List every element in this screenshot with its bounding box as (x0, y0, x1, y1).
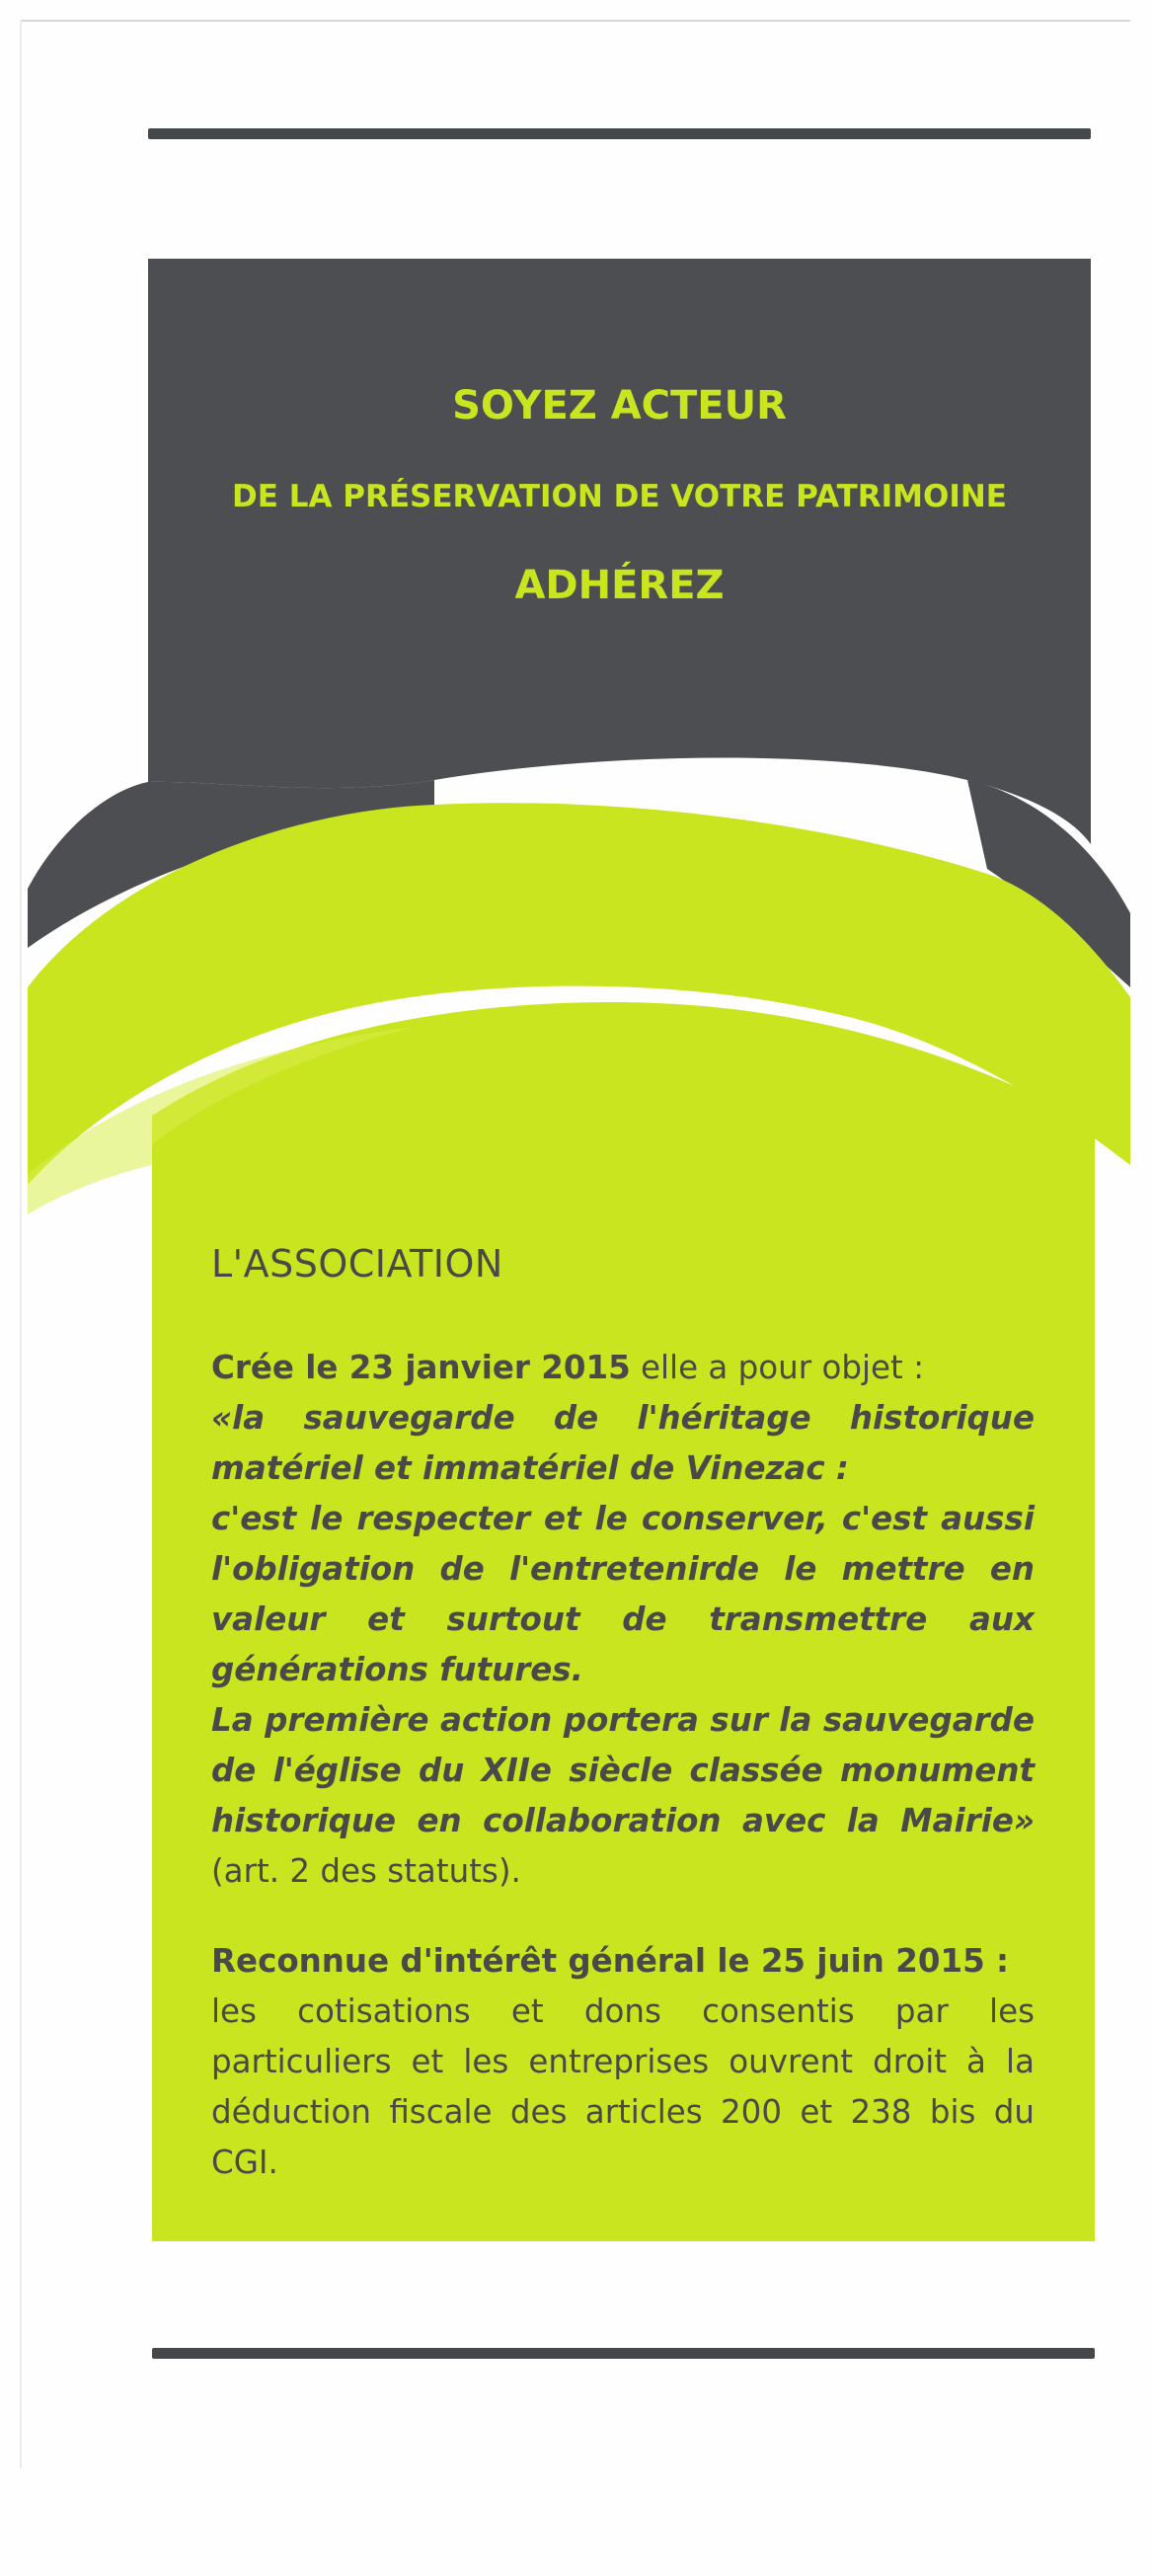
quote-part-1: «la sauvegarde de l'héritage historique matériel et immatériel de Vinezac : (211, 1399, 1035, 1487)
quote-part-2: c'est le respecter et le conserver, c'est aussi l'obligation de l'entretenirde le mettre en valeur et surtout de transmettre aux générations futures. (211, 1500, 1035, 1688)
bottom-divider-rule (152, 2348, 1095, 2359)
recognition-body-text: les cotisations et dons consentis par les particuliers et les entreprises ouvrent droit à la déduction fiscale des articles 200 et 238 bis du CGI. (211, 1992, 1035, 2181)
creation-object-text: elle a pour objet : (630, 1349, 925, 1386)
header-line-1: SOYEZ ACTEUR (452, 383, 787, 429)
recognition-paragraph (211, 1936, 1035, 2188)
association-description (211, 1343, 1035, 1897)
recognition-colon: : (984, 1942, 1009, 1980)
creation-date-text: Crée le 23 janvier 2015 (211, 1349, 631, 1386)
recognition-date-text: Reconnue d'intérêt général le 25 juin 2015 (211, 1942, 985, 1980)
quote-part-3: La première action portera sur la sauvegarde de l'église du XIIe siècle classée monument historique en collaboration avec la Mairie» (211, 1701, 1035, 1839)
header-line-2: DE LA PRÉSERVATION DE VOTRE PATRIMOINE (232, 479, 1007, 514)
association-title: L'ASSOCIATION (211, 1242, 503, 1286)
top-divider-rule (148, 128, 1091, 139)
header-line-3: ADHÉREZ (514, 563, 725, 608)
dark-header-panel (148, 259, 1091, 844)
quote-reference: (art. 2 des statuts). (211, 1852, 521, 1890)
